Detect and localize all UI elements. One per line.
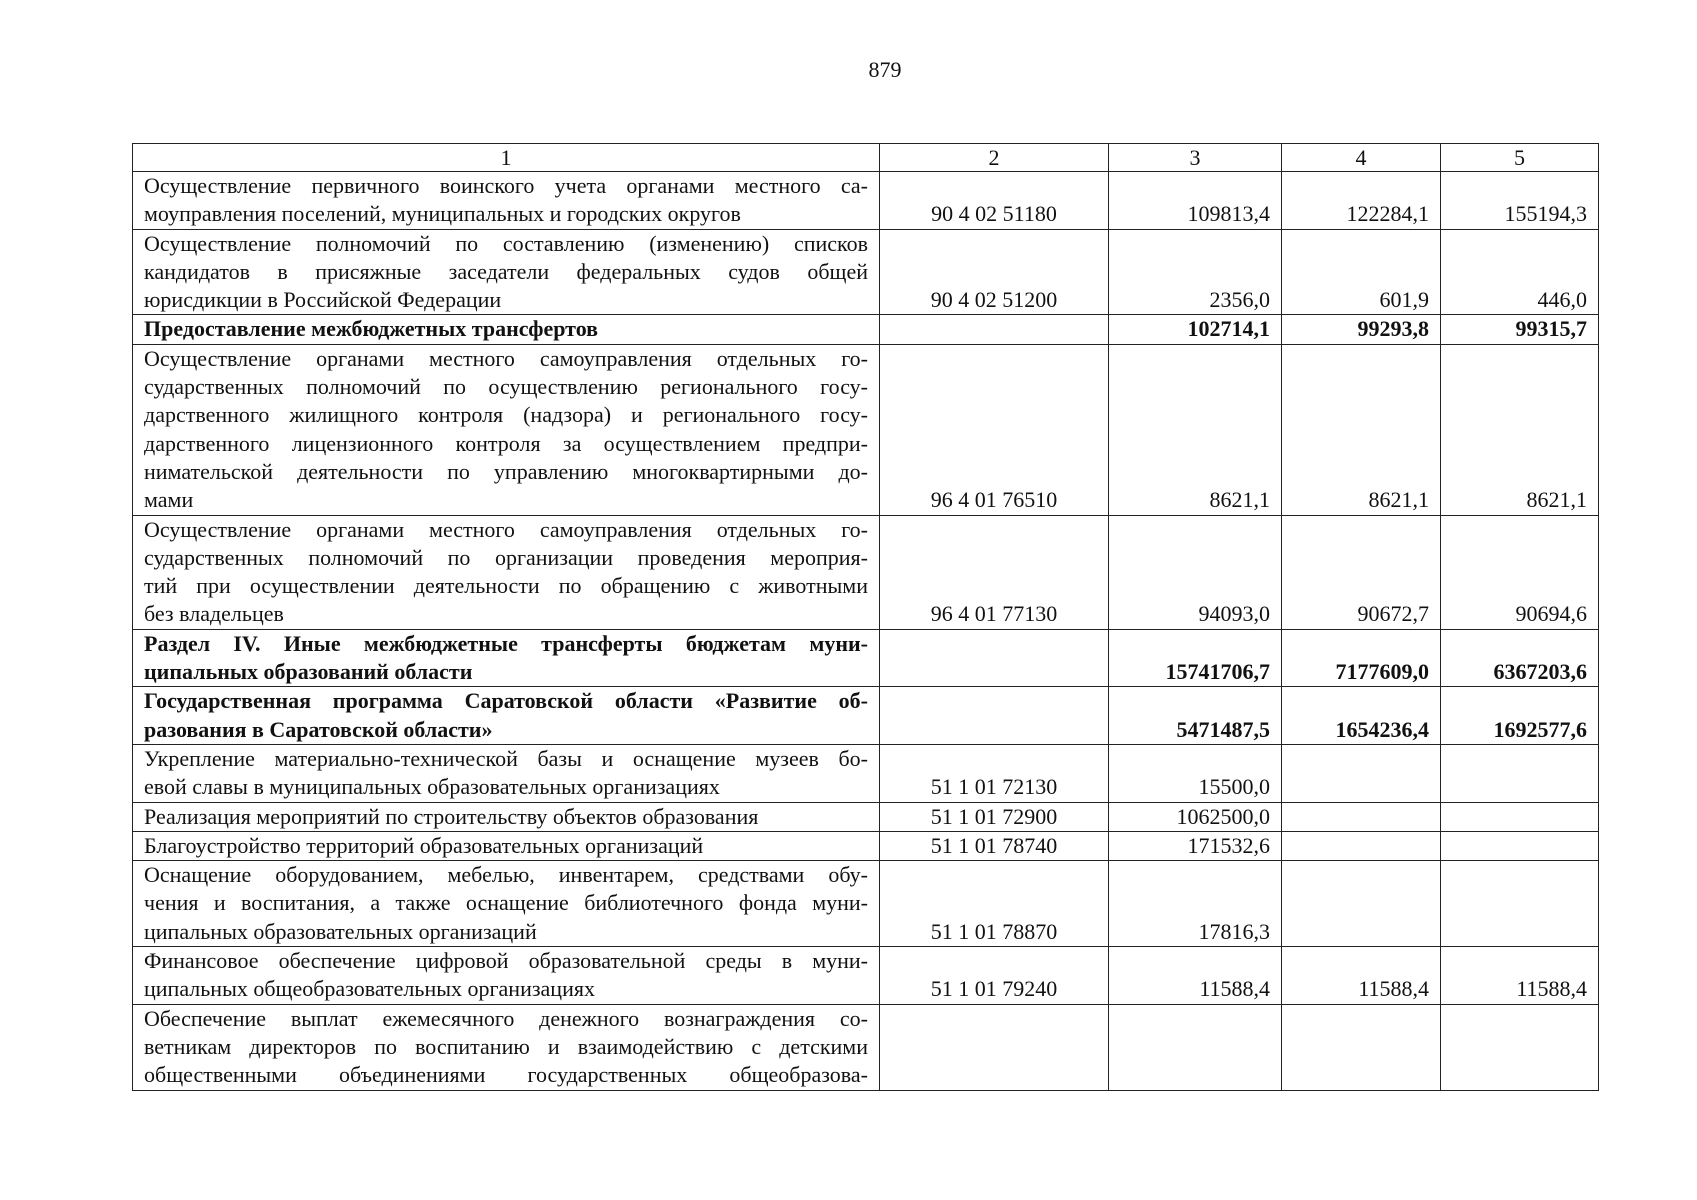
value-col-3: 109813,4 <box>1109 172 1282 230</box>
description-line: мами <box>144 487 194 513</box>
budget-code: 96 4 01 77130 <box>880 515 1109 629</box>
table-row <box>133 861 1599 947</box>
description-line: тий при осуществлении деятельности по обращению с животными <box>144 573 868 599</box>
description-line: Осуществление органами местного самоуправления отдельных го- <box>144 345 868 371</box>
table-row <box>133 172 1599 230</box>
table-row <box>133 947 1599 1005</box>
description-line: общественными объединениями государственных общеобразова- <box>144 1062 868 1088</box>
budget-table-body <box>133 144 1599 1091</box>
budget-code: 51 1 01 79240 <box>880 947 1109 1005</box>
value-col-5 <box>1441 744 1599 802</box>
value-col-3 <box>1109 1004 1282 1090</box>
value-col-3: 15741706,7 <box>1109 629 1282 687</box>
description-line: моуправления поселений, муниципальных и городских округов <box>144 201 741 227</box>
description-line: Осуществление полномочий по составлению (изменению) списков <box>144 230 868 256</box>
description-line: ципальных общеобразовательных организациях <box>144 976 595 1002</box>
budget-code <box>880 687 1109 745</box>
table-row <box>133 315 1599 344</box>
budget-code: 51 1 01 78870 <box>880 861 1109 947</box>
value-col-3: 15500,0 <box>1109 744 1282 802</box>
value-col-5 <box>1441 861 1599 947</box>
column-number-row <box>133 144 1599 172</box>
description-line: Укрепление материально-технической базы и оснащение музеев бо- <box>144 745 868 771</box>
row-description <box>133 515 880 629</box>
page-number: 879 <box>868 57 902 82</box>
budget-code <box>880 315 1109 344</box>
column-header-5: 5 <box>1441 144 1599 172</box>
value-col-4: 122284,1 <box>1282 172 1441 230</box>
row-description <box>133 861 880 947</box>
value-col-5: 1692577,6 <box>1441 687 1599 745</box>
value-col-5: 11588,4 <box>1441 947 1599 1005</box>
value-col-4: 601,9 <box>1282 229 1441 315</box>
description-line: юрисдикции в Российской Федерации <box>144 287 502 313</box>
table-row <box>133 229 1599 315</box>
row-description <box>133 831 880 860</box>
column-header-4: 4 <box>1282 144 1441 172</box>
value-col-3: 2356,0 <box>1109 229 1282 315</box>
table-row <box>133 629 1599 687</box>
description-line: евой славы в муниципальных образовательных организациях <box>144 774 720 800</box>
value-col-5 <box>1441 831 1599 860</box>
row-description <box>133 1004 880 1090</box>
value-col-4: 1654236,4 <box>1282 687 1441 745</box>
description-line: ципальных образований области <box>144 659 473 685</box>
table-row <box>133 515 1599 629</box>
value-col-4 <box>1282 744 1441 802</box>
table-row <box>133 744 1599 802</box>
row-description <box>133 344 880 515</box>
description-line: Предоставление межбюджетных трансфертов <box>144 316 599 342</box>
description-line: дарственного жилищного контроля (надзора) и регионального госу- <box>144 402 868 428</box>
table-row <box>133 344 1599 515</box>
row-description <box>133 744 880 802</box>
value-col-4: 90672,7 <box>1282 515 1441 629</box>
table-row <box>133 831 1599 860</box>
value-col-4 <box>1282 831 1441 860</box>
column-header-2: 2 <box>880 144 1109 172</box>
value-col-5 <box>1441 1004 1599 1090</box>
value-col-4 <box>1282 1004 1441 1090</box>
budget-code: 90 4 02 51180 <box>880 172 1109 230</box>
budget-code: 90 4 02 51200 <box>880 229 1109 315</box>
description-line: сударственных полномочий по осуществлению регионального госу- <box>144 374 868 400</box>
value-col-5: 446,0 <box>1441 229 1599 315</box>
value-col-4: 99293,8 <box>1282 315 1441 344</box>
value-col-4: 7177609,0 <box>1282 629 1441 687</box>
description-line: ципальных образовательных организаций <box>144 918 537 944</box>
budget-code: 51 1 01 72900 <box>880 802 1109 831</box>
value-col-4 <box>1282 861 1441 947</box>
description-line: нимательской деятельности по управлению многоквартирными до- <box>144 458 868 484</box>
value-col-3: 1062500,0 <box>1109 802 1282 831</box>
row-description <box>133 315 880 344</box>
value-col-3: 94093,0 <box>1109 515 1282 629</box>
description-line: дарственного лицензионного контроля за осуществлением предпри- <box>144 430 868 456</box>
table-row <box>133 1004 1599 1090</box>
description-line: Финансовое обеспечение цифровой образовательной среды в муни- <box>144 948 868 974</box>
description-line: Осуществление органами местного самоуправления отдельных го- <box>144 516 868 542</box>
value-col-3: 17816,3 <box>1109 861 1282 947</box>
row-description <box>133 687 880 745</box>
budget-code <box>880 1004 1109 1090</box>
description-line: Оснащение оборудованием, мебелью, инвентарем, средствами обу- <box>144 862 868 888</box>
value-col-3: 11588,4 <box>1109 947 1282 1005</box>
table-row <box>133 802 1599 831</box>
description-line: Благоустройство территорий образовательных организаций <box>144 832 704 858</box>
value-col-5 <box>1441 802 1599 831</box>
description-line: Обеспечение выплат ежемесячного денежного вознаграждения со- <box>144 1005 868 1031</box>
description-line: сударственных полномочий по организации проведения мероприя- <box>144 544 868 570</box>
value-col-4: 8621,1 <box>1282 344 1441 515</box>
value-col-4: 11588,4 <box>1282 947 1441 1005</box>
description-line: чения и воспитания, а также оснащение библиотечного фонда муни- <box>144 890 868 916</box>
budget-code <box>880 629 1109 687</box>
value-col-3: 171532,6 <box>1109 831 1282 860</box>
description-line: Реализация мероприятий по строительству объектов образования <box>144 803 759 829</box>
row-description <box>133 172 880 230</box>
column-header-3: 3 <box>1109 144 1282 172</box>
value-col-5: 155194,3 <box>1441 172 1599 230</box>
value-col-5: 99315,7 <box>1441 315 1599 344</box>
description-line: разования в Саратовской области» <box>144 716 493 742</box>
value-col-3: 102714,1 <box>1109 315 1282 344</box>
budget-code: 96 4 01 76510 <box>880 344 1109 515</box>
value-col-3: 8621,1 <box>1109 344 1282 515</box>
row-description <box>133 629 880 687</box>
row-description <box>133 229 880 315</box>
value-col-3: 5471487,5 <box>1109 687 1282 745</box>
column-header-1: 1 <box>133 144 880 172</box>
description-line: ветникам директоров по воспитанию и взаимодействию с детскими <box>144 1033 868 1059</box>
value-col-5: 8621,1 <box>1441 344 1599 515</box>
description-line: Раздел IV. Иные межбюджетные трансферты бюджетам муни- <box>144 630 868 656</box>
description-line: без владельцев <box>144 601 284 627</box>
row-description <box>133 802 880 831</box>
description-line: Государственная программа Саратовской области «Развитие об- <box>144 688 868 714</box>
budget-code: 51 1 01 72130 <box>880 744 1109 802</box>
budget-code: 51 1 01 78740 <box>880 831 1109 860</box>
value-col-5: 90694,6 <box>1441 515 1599 629</box>
description-line: кандидатов в присяжные заседатели федеральных судов общей <box>144 258 868 284</box>
value-col-4 <box>1282 802 1441 831</box>
budget-table <box>132 143 1599 1091</box>
description-line: Осуществление первичного воинского учета органами местного са- <box>144 173 868 198</box>
row-description <box>133 947 880 1005</box>
value-col-5: 6367203,6 <box>1441 629 1599 687</box>
table-row <box>133 687 1599 745</box>
